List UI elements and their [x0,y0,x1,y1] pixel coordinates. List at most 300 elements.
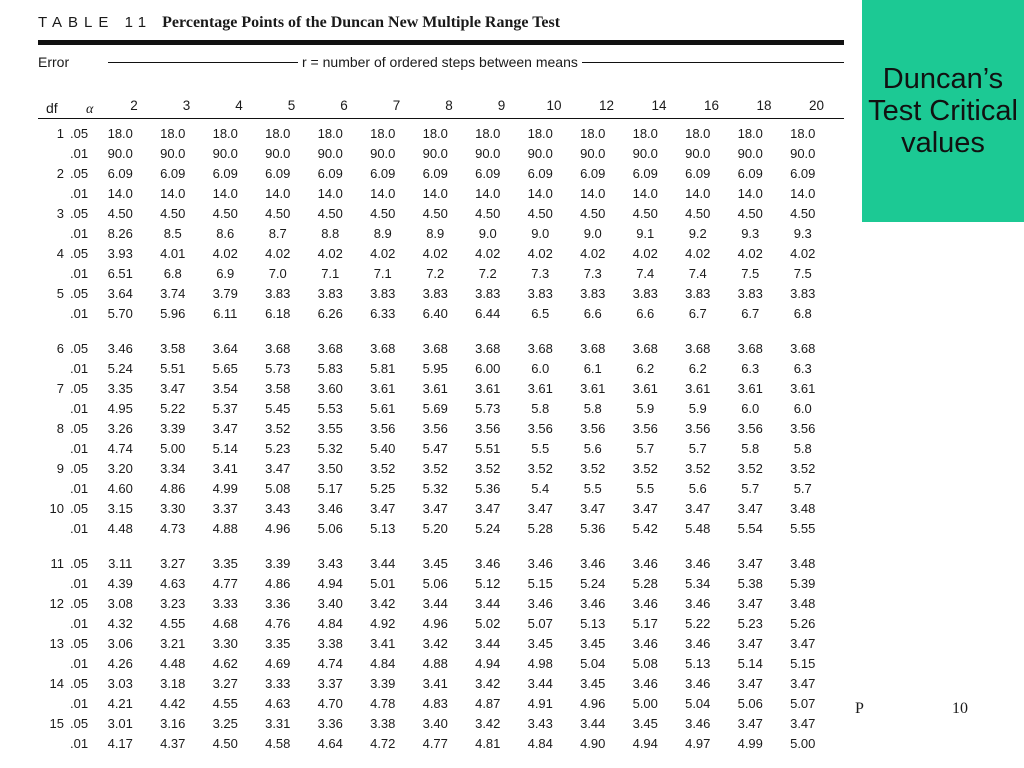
value-cell: 3.43 [265,501,291,516]
value-cell: 7.4 [688,266,707,281]
value-cell: 3.68 [317,341,343,356]
value-cell: 6.33 [370,306,396,321]
value-cell: 4.94 [632,736,658,751]
table-row [38,674,829,694]
value-cell: 3.52 [580,461,606,476]
value-cell: 6.7 [741,306,760,321]
table-row [38,654,829,674]
value-cell: 3.47 [790,636,816,651]
value-cell: 3.46 [475,556,501,571]
table-row [38,184,829,204]
value-cell: 3.47 [790,676,816,691]
value-cell: 3.58 [160,341,186,356]
value-cell: 14.0 [632,186,658,201]
value-cell: 5.7 [793,481,812,496]
df-cell: 4 [56,246,64,261]
value-cell: 5.32 [317,441,343,456]
error-label: Error [38,54,70,70]
value-cell: 5.08 [265,481,291,496]
value-cell: 3.47 [790,716,816,731]
df-cell [38,359,70,379]
value-cell: 3.56 [737,421,763,436]
value-cell: 3.83 [265,286,291,301]
value-cell: 90.0 [580,146,606,161]
value-cell: 3.46 [632,596,658,611]
value-cell: 4.50 [580,206,606,221]
value-cell: 3.68 [527,341,553,356]
value-cell: 4.77 [422,736,448,751]
value-cell: 3.74 [160,286,186,301]
df-cell: 15 [49,716,64,731]
footer-text: P [855,700,864,717]
table-row [38,694,829,714]
value-cell: 5.23 [737,616,763,631]
value-cell: 8.7 [268,226,287,241]
value-cell: 5.69 [422,401,448,416]
value-cell: 5.61 [370,401,396,416]
value-cell: 5.00 [160,441,186,456]
value-cell: 3.41 [212,461,238,476]
value-cell: 3.46 [685,676,711,691]
value-cell: 3.03 [107,676,133,691]
value-cell: 5.24 [580,576,606,591]
value-cell: 7.3 [583,266,602,281]
value-cell: 18.0 [370,126,396,141]
alpha-cell: .01 [70,736,89,751]
value-cell: 3.46 [632,556,658,571]
value-cell: 3.46 [317,501,343,516]
value-cell: 4.37 [160,736,186,751]
value-cell: 5.22 [685,616,711,631]
value-cell: 6.6 [583,306,602,321]
value-cell: 6.2 [636,361,655,376]
df-cell: 8 [56,421,64,436]
value-cell: 4.86 [265,576,291,591]
df-cell [38,734,70,754]
value-cell: 3.45 [580,636,606,651]
df-label: df [46,100,58,116]
table-label: TABLE 11 [38,14,153,31]
value-cell: 3.83 [632,286,658,301]
df-cell: 14 [49,676,64,691]
value-cell: 4.73 [160,521,186,536]
table-row [38,204,829,224]
value-cell: 6.09 [107,166,133,181]
value-cell: 3.31 [265,716,291,731]
value-cell: 3.79 [212,286,238,301]
value-cell: 5.13 [370,521,396,536]
value-cell: 18.0 [212,126,238,141]
value-cell: 4.21 [107,696,133,711]
value-cell: 14.0 [737,186,763,201]
value-cell: 3.40 [317,596,343,611]
value-cell: 7.5 [741,266,760,281]
table-row [38,359,829,379]
df-cell: 1 [56,126,64,141]
value-cell: 3.46 [685,636,711,651]
value-cell: 3.83 [317,286,343,301]
value-cell: 4.50 [265,206,291,221]
table-row [38,459,829,479]
value-cell: 6.09 [737,166,763,181]
value-cell: 6.09 [265,166,291,181]
value-cell: 4.50 [212,206,238,221]
value-cell: 3.44 [475,636,501,651]
value-cell: 5.81 [370,361,396,376]
value-cell: 4.02 [212,246,238,261]
value-cell: 4.02 [475,246,501,261]
value-cell: 18.0 [317,126,343,141]
value-cell: 4.84 [370,656,396,671]
value-cell: 3.41 [422,676,448,691]
value-cell: 4.69 [265,656,291,671]
value-cell: 6.40 [422,306,448,321]
value-cell: 3.50 [317,461,343,476]
value-cell: 5.4 [531,481,550,496]
value-cell: 14.0 [422,186,448,201]
value-cell: 3.44 [527,676,553,691]
value-cell: 4.02 [790,246,816,261]
value-cell: 90.0 [160,146,186,161]
value-cell: 3.58 [265,381,291,396]
value-cell: 5.55 [790,521,816,536]
value-cell: 5.9 [636,401,655,416]
value-cell: 4.94 [317,576,343,591]
value-cell: 5.24 [107,361,133,376]
value-cell: 3.45 [632,716,658,731]
value-cell: 14.0 [527,186,553,201]
df-cell: 10 [49,501,64,516]
value-cell: 3.48 [790,556,816,571]
value-cell: 5.5 [531,441,550,456]
df-cell: 7 [56,381,64,396]
value-cell: 3.47 [737,716,763,731]
column-header: 9 [497,98,506,113]
value-cell: 14.0 [790,186,816,201]
value-cell: 4.02 [580,246,606,261]
table-row [38,284,829,304]
alpha-cell: .01 [70,521,89,536]
value-cell: 5.54 [737,521,763,536]
value-cell: 14.0 [212,186,238,201]
value-cell: 4.55 [212,696,238,711]
value-cell: 14.0 [580,186,606,201]
value-cell: 3.23 [160,596,186,611]
value-cell: 3.68 [737,341,763,356]
value-cell: 5.73 [475,401,501,416]
column-header: 6 [340,98,348,113]
df-cell [38,304,70,324]
table-row [38,614,829,634]
value-cell: 3.47 [632,501,658,516]
value-cell: 3.44 [475,596,501,611]
value-cell: 4.55 [160,616,186,631]
value-cell: 4.72 [370,736,396,751]
slide-title-box [862,0,1024,222]
df-cell [38,264,70,284]
value-cell: 3.30 [212,636,238,651]
value-cell: 4.92 [370,616,396,631]
value-cell: 4.02 [632,246,658,261]
value-cell: 5.8 [793,441,812,456]
value-cell: 5.00 [790,736,816,751]
value-cell: 5.34 [685,576,711,591]
value-cell: 4.58 [265,736,291,751]
alpha-cell: .01 [70,576,89,591]
value-cell: 5.7 [741,481,760,496]
value-cell: 5.51 [160,361,186,376]
value-cell: 3.64 [212,341,238,356]
value-cell: 4.50 [790,206,816,221]
value-cell: 5.32 [422,481,448,496]
value-cell: 4.64 [317,736,343,751]
value-cell: 4.63 [160,576,186,591]
value-cell: 18.0 [632,126,658,141]
value-cell: 5.7 [636,441,655,456]
value-cell: 3.47 [422,501,448,516]
value-cell: 4.83 [422,696,448,711]
alpha-cell: .05 [70,341,89,356]
table-row [38,124,829,144]
value-cell: 5.06 [317,521,343,536]
value-cell: 5.51 [475,441,501,456]
value-cell: 3.26 [107,421,133,436]
alpha-cell: .05 [70,421,89,436]
value-cell: 6.9 [216,266,235,281]
value-cell: 3.46 [107,341,133,356]
value-cell: 3.41 [370,636,396,651]
value-cell: 6.09 [160,166,186,181]
value-cell: 5.01 [370,576,396,591]
value-cell: 6.1 [583,361,602,376]
table-row [38,554,829,574]
value-cell: 5.36 [475,481,501,496]
value-cell: 3.56 [790,421,816,436]
value-cell: 5.14 [212,441,238,456]
value-cell: 18.0 [475,126,501,141]
alpha-cell: .05 [70,166,89,181]
df-cell: 13 [49,636,64,651]
value-cell: 3.39 [265,556,291,571]
value-cell: 3.44 [370,556,396,571]
value-cell: 3.36 [265,596,291,611]
value-cell: 5.70 [107,306,133,321]
value-cell: 3.61 [370,381,396,396]
value-cell: 4.84 [527,736,553,751]
value-cell: 3.47 [475,501,501,516]
value-cell: 5.00 [632,696,658,711]
value-cell: 3.52 [370,461,396,476]
value-cell: 5.04 [685,696,711,711]
table-row [38,439,829,459]
value-cell: 3.83 [685,286,711,301]
value-cell: 3.39 [160,421,186,436]
value-cell: 4.17 [107,736,133,751]
value-cell: 6.8 [163,266,182,281]
value-cell: 14.0 [160,186,186,201]
value-cell: 14.0 [685,186,711,201]
value-cell: 3.61 [737,381,763,396]
value-cell: 3.56 [370,421,396,436]
table-row [38,144,829,164]
value-cell: 4.42 [160,696,186,711]
value-cell: 4.50 [317,206,343,221]
value-cell: 4.50 [370,206,396,221]
value-cell: 4.95 [107,401,133,416]
value-cell: 6.2 [688,361,707,376]
value-cell: 90.0 [475,146,501,161]
value-cell: 4.81 [475,736,501,751]
alpha-cell: .01 [70,226,89,241]
value-cell: 3.83 [527,286,553,301]
value-cell: 3.54 [212,381,238,396]
value-cell: 3.60 [317,381,343,396]
column-header: 14 [651,98,667,113]
value-cell: 3.55 [317,421,343,436]
value-cell: 6.51 [107,266,133,281]
alpha-cell: .05 [70,246,89,261]
value-cell: 5.06 [422,576,448,591]
alpha-cell: .05 [70,676,89,691]
value-cell: 4.62 [212,656,238,671]
value-cell: 4.26 [107,656,133,671]
value-cell: 3.52 [265,421,291,436]
alpha-cell: .05 [70,126,89,141]
value-cell: 3.68 [685,341,711,356]
value-cell: 6.8 [793,306,812,321]
column-header: 12 [598,98,615,113]
value-cell: 3.47 [737,596,763,611]
df-cell [38,614,70,634]
value-cell: 3.46 [527,556,553,571]
value-cell: 3.68 [265,341,291,356]
value-cell: 5.6 [583,441,602,456]
column-header: 20 [808,98,825,113]
value-cell: 7.4 [636,266,655,281]
value-cell: 18.0 [160,126,186,141]
value-cell: 4.39 [107,576,133,591]
value-cell: 3.46 [685,716,711,731]
value-cell: 5.47 [422,441,448,456]
value-cell: 3.06 [107,636,133,651]
value-cell: 9.3 [793,226,812,241]
df-cell [38,399,70,419]
value-cell: 3.48 [790,596,816,611]
value-cell: 90.0 [527,146,553,161]
slide-title: Duncan’s Test Critical values [868,63,1018,159]
value-cell: 3.68 [370,341,396,356]
value-cell: 4.74 [107,441,133,456]
value-cell: 4.99 [737,736,763,751]
value-cell: 3.56 [527,421,553,436]
column-header: 8 [445,98,453,113]
value-cell: 3.27 [160,556,186,571]
value-cell: 6.09 [422,166,448,181]
value-cell: 14.0 [370,186,396,201]
value-cell: 6.09 [370,166,396,181]
df-cell: 5 [56,286,64,301]
value-cell: 3.37 [212,501,238,516]
value-cell: 3.46 [685,596,711,611]
value-cell: 3.45 [580,676,606,691]
value-cell: 3.38 [370,716,396,731]
alpha-cell: .01 [70,481,89,496]
value-cell: 5.5 [583,481,602,496]
alpha-cell: .01 [70,266,89,281]
value-cell: 3.34 [160,461,186,476]
top-rule [38,40,844,45]
value-cell: 6.44 [475,306,501,321]
value-cell: 4.70 [317,696,343,711]
value-cell: 3.83 [422,286,448,301]
value-cell: 4.88 [212,521,238,536]
value-cell: 3.46 [632,676,658,691]
value-cell: 4.02 [370,246,396,261]
value-cell: 9.0 [583,226,602,241]
alpha-cell: .05 [70,381,89,396]
value-cell: 4.74 [317,656,343,671]
value-cell: 14.0 [317,186,343,201]
value-cell: 6.09 [790,166,816,181]
table-row [38,379,829,399]
value-cell: 5.25 [370,481,396,496]
value-cell: 4.91 [527,696,553,711]
table-row [38,519,829,539]
value-cell: 6.6 [636,306,655,321]
value-cell: 6.09 [212,166,238,181]
value-cell: 4.96 [422,616,448,631]
value-cell: 3.27 [212,676,238,691]
page-number: 10 [952,700,968,717]
value-cell: 4.63 [265,696,291,711]
value-cell: 6.00 [475,361,501,376]
value-cell: 4.96 [265,521,291,536]
value-cell: 3.36 [317,716,343,731]
value-cell: 3.56 [685,421,711,436]
value-cell: 14.0 [475,186,501,201]
value-cell: 5.08 [632,656,658,671]
value-cell: 5.06 [737,696,763,711]
value-cell: 3.47 [737,501,763,516]
value-cell: 5.9 [688,401,707,416]
value-cell: 3.47 [370,501,396,516]
value-cell: 3.47 [265,461,291,476]
value-cell: 4.02 [527,246,553,261]
value-cell: 4.96 [580,696,606,711]
value-cell: 3.46 [527,596,553,611]
value-cell: 3.42 [422,636,448,651]
value-cell: 3.52 [475,461,501,476]
value-cell: 90.0 [737,146,763,161]
value-cell: 3.38 [317,636,343,651]
value-cell: 3.47 [737,636,763,651]
value-cell: 5.42 [632,521,658,536]
value-cell: 18.0 [580,126,606,141]
value-cell: 5.28 [527,521,553,536]
value-cell: 8.6 [216,226,235,241]
value-cell: 4.88 [422,656,448,671]
value-cell: 3.47 [527,501,553,516]
value-cell: 5.95 [422,361,448,376]
value-cell: 3.33 [265,676,291,691]
value-cell: 5.13 [685,656,711,671]
value-cell: 3.01 [107,716,133,731]
alpha-cell: .01 [70,616,89,631]
value-cell: 5.8 [531,401,550,416]
value-cell: 5.39 [790,576,816,591]
value-cell: 8.9 [373,226,392,241]
r-caption: r = number of ordered steps between means [298,54,582,70]
